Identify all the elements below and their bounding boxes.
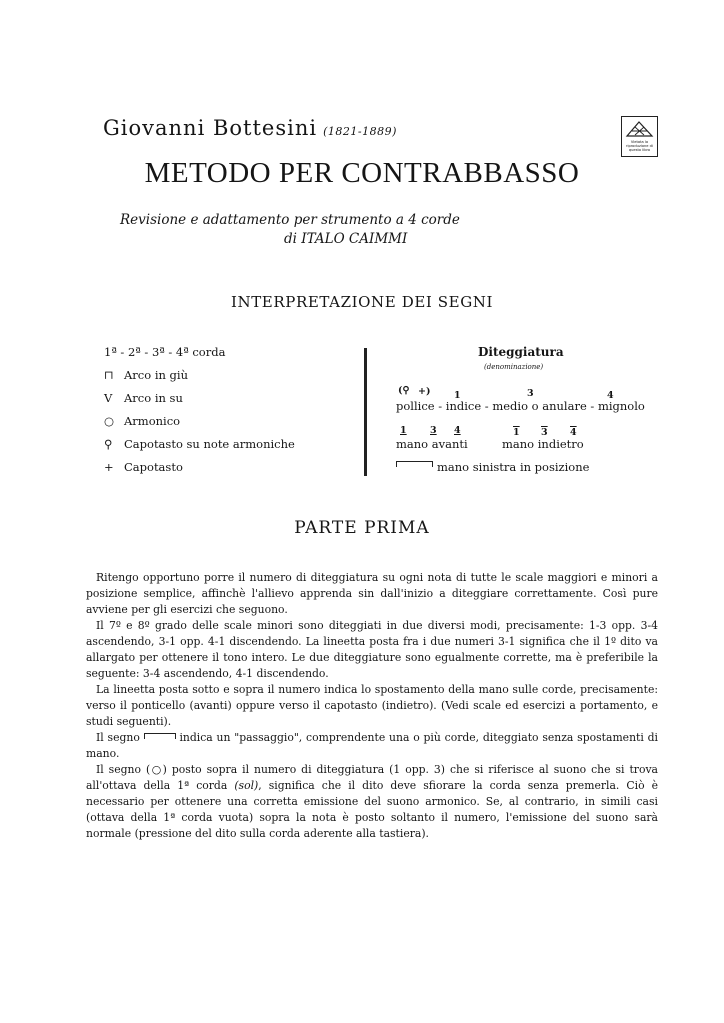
- legend-item-down-bow: [104, 368, 188, 382]
- legend-item-thumb-harmonic: [104, 437, 295, 451]
- legend-item-thumb: [104, 460, 183, 474]
- down-bow-icon: ⊓: [104, 368, 114, 382]
- hand-forward-label: mano avanti: [396, 437, 468, 451]
- author-label: Giovanni Bottesini: [103, 116, 318, 140]
- legend-item-strings: [104, 345, 225, 359]
- part-heading: PARTE PRIMA: [294, 518, 430, 538]
- legend-label: Capotasto: [124, 460, 183, 474]
- reviser-line: di ITALO CAIMMI: [284, 231, 408, 247]
- paragraph-5-sol: (sol): [234, 779, 259, 792]
- stamp-text: Vietata la riproduzione di questo libro: [626, 140, 653, 152]
- paragraph-5-start: Il segno (○) posto sopra il numero di diteggiatura (1 opp. 3) che si riferisce al suono che si trova all'ottava della 1ª corda: [86, 763, 658, 792]
- body-text: [86, 570, 658, 842]
- legend-item-up-bow: [104, 391, 183, 405]
- legend-label: Arco in giù: [124, 368, 189, 382]
- paragraph-2: Il 7º e 8º grado delle scale minori sono diteggiati in due diversi modi, precisamente: 1-3 opp. 3-4 ascendendo, 3-1 opp. 4-1 discendendo. La lineetta posta fra i due numeri 3-1 significa che il 1º dito va allargato per ottenere il tono intero. Le due diteggiature sono egualmente corrette, ma è preferibile la seguente: 3-4 ascendendo, 4-1 discendendo.: [86, 619, 658, 680]
- position-label: mano sinistra in posizione: [437, 460, 590, 474]
- legend-label: Arco in su: [124, 391, 183, 405]
- legend-label: 1ª - 2ª - 3ª - 4ª corda: [104, 345, 226, 359]
- hand-forward-4: 4: [454, 425, 461, 436]
- harmonic-icon: ○: [104, 414, 115, 428]
- publisher-stamp: [621, 116, 658, 157]
- finger-number-4: 4: [607, 390, 614, 401]
- position-bracket-icon: [396, 461, 433, 467]
- paragraph-3: La lineetta posta sotto e sopra il numero indica lo spostamento della mano sulle corde, precisamente: verso il ponticello (avanti) oppure verso il capotasto (indietro). (Vedi scale ed esercizi a portamento, e studi seguenti).: [86, 683, 658, 728]
- stamp-emblem-icon: [624, 119, 655, 139]
- author-name: [103, 116, 397, 140]
- paragraph-4: [86, 730, 658, 762]
- fingering-title: Diteggiatura: [478, 345, 564, 359]
- legend-item-harmonic: [104, 414, 180, 428]
- paragraph-5: [86, 762, 658, 842]
- signs-heading: INTERPRETAZIONE DEI SEGNI: [230, 293, 494, 311]
- finger-symbol-thumb: (⚲: [398, 385, 410, 396]
- paragraph-4-end: indica un "passaggio", comprendente una o più corde, diteggiato senza spostamenti di mano.: [86, 731, 658, 760]
- hand-back-3: 3: [541, 427, 548, 438]
- legend-label: Armonico: [124, 414, 181, 428]
- hand-forward-3: 3: [430, 425, 437, 436]
- passage-bracket-icon: [144, 733, 176, 739]
- revision-line: Revisione e adattamento per strumento a 4 corde: [120, 212, 460, 228]
- author-dates: (1821-1889): [323, 125, 397, 138]
- up-bow-icon: V: [104, 391, 113, 405]
- paragraph-1: Ritengo opportuno porre il numero di diteggiatura su ogni nota di tutte le scale maggiori e minori a posizione semplice, affinchè l'allievo apprenda sin dall'inizio a diteggiare correttamente. Così pure avviene per gli esercizi che seguono.: [86, 571, 658, 616]
- finger-number-3: 3: [527, 388, 534, 399]
- hand-forward-1: 1: [400, 425, 407, 436]
- page-title: METODO PER CONTRABBASSO: [144, 157, 580, 189]
- legend-divider: [364, 348, 367, 476]
- legend-label: Capotasto su note armoniche: [124, 437, 295, 451]
- hand-back-4: 4: [570, 427, 577, 438]
- plus-icon: +: [104, 460, 114, 474]
- thumb-position-icon: ⚲: [104, 437, 113, 451]
- paragraph-5-end: , significa che il dito deve sfiorare la corda senza premerla. Ciò è necessario per ottenere una corretta emissione del suono armonico. Se, al contrario, in simili casi (ottava della 1ª corda vuota) sopra la nota è posto soltanto il numero, l'emissione del suono sarà normale (pressione del dito sulla corda aderente alla tastiera).: [86, 779, 658, 840]
- hand-back-1: 1: [513, 427, 520, 438]
- fingering-subtitle: (denominazione): [484, 363, 544, 371]
- paragraph-4-start: Il segno: [96, 731, 140, 744]
- finger-names: pollice - indice - medio o anulare - mignolo: [396, 399, 645, 413]
- hand-back-label: mano indietro: [502, 437, 584, 451]
- finger-number-1: 1: [454, 390, 461, 401]
- finger-symbol-plus: +): [418, 386, 431, 397]
